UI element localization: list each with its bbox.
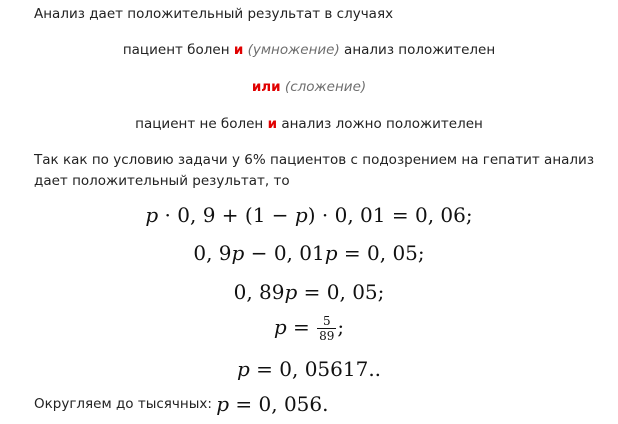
equation-1 <box>0 203 618 227</box>
equation-3 <box>0 280 618 304</box>
equation-5 <box>0 357 618 381</box>
rounding-var-p: p <box>216 392 230 416</box>
fraction-numerator: 5 <box>317 314 336 329</box>
equation-2 <box>0 241 618 265</box>
eq4-fraction <box>317 314 336 343</box>
case2-right-text: анализ ложно положителен <box>277 116 483 132</box>
eq1-part: · 0, 9 + (1 − <box>158 203 295 227</box>
case1-note: (умножение) <box>243 42 340 58</box>
or-note: (сложение) <box>280 79 367 95</box>
eq1-var-p: p <box>145 203 159 227</box>
eq5-part: = 0, 05617.. <box>249 357 382 381</box>
eq1-part: ) · 0, 01 = 0, 06; <box>307 203 473 227</box>
eq2-part: = 0, 05; <box>337 241 425 265</box>
rounding-line <box>34 392 328 416</box>
or-line <box>0 79 618 95</box>
case2-conjunction: и <box>267 116 278 132</box>
eq2-var-p: p <box>231 241 245 265</box>
equation-4 <box>0 314 618 343</box>
eq2-part: − 0, 01 <box>244 241 325 265</box>
eq3-part: = 0, 05; <box>297 280 385 304</box>
rounding-value: = 0, 056. <box>229 392 329 416</box>
fraction-denominator: 89 <box>319 329 335 343</box>
case1-right-text: анализ положителен <box>339 42 496 58</box>
eq1-var-p: p <box>294 203 308 227</box>
eq4-part: ; <box>337 315 345 339</box>
explanation-line-1: Так как по условию задачи у 6% пациентов с подозрением на гепатит анализ <box>34 152 595 168</box>
or-conjunction: или <box>251 79 281 95</box>
case-healthy-and-false-positive <box>0 116 618 132</box>
case2-left-text: пациент не болен <box>135 116 268 132</box>
eq2-var-p: p <box>324 241 338 265</box>
eq4-var-p: p <box>273 315 287 339</box>
case-sick-and-positive <box>0 42 618 58</box>
eq5-var-p: p <box>236 357 250 381</box>
eq3-part: 0, 89 <box>233 280 285 304</box>
eq2-part: 0, 9 <box>193 241 232 265</box>
case1-left-text: пациент болен <box>122 42 234 58</box>
eq3-var-p: p <box>284 280 298 304</box>
rounding-text: Округляем до тысячных: <box>34 396 217 412</box>
case1-conjunction: и <box>233 42 244 58</box>
explanation-line-2: дает положительный результат, то <box>34 173 290 189</box>
eq4-part: = <box>286 315 317 339</box>
intro-text: Анализ дает положительный результат в случаях <box>34 6 394 22</box>
